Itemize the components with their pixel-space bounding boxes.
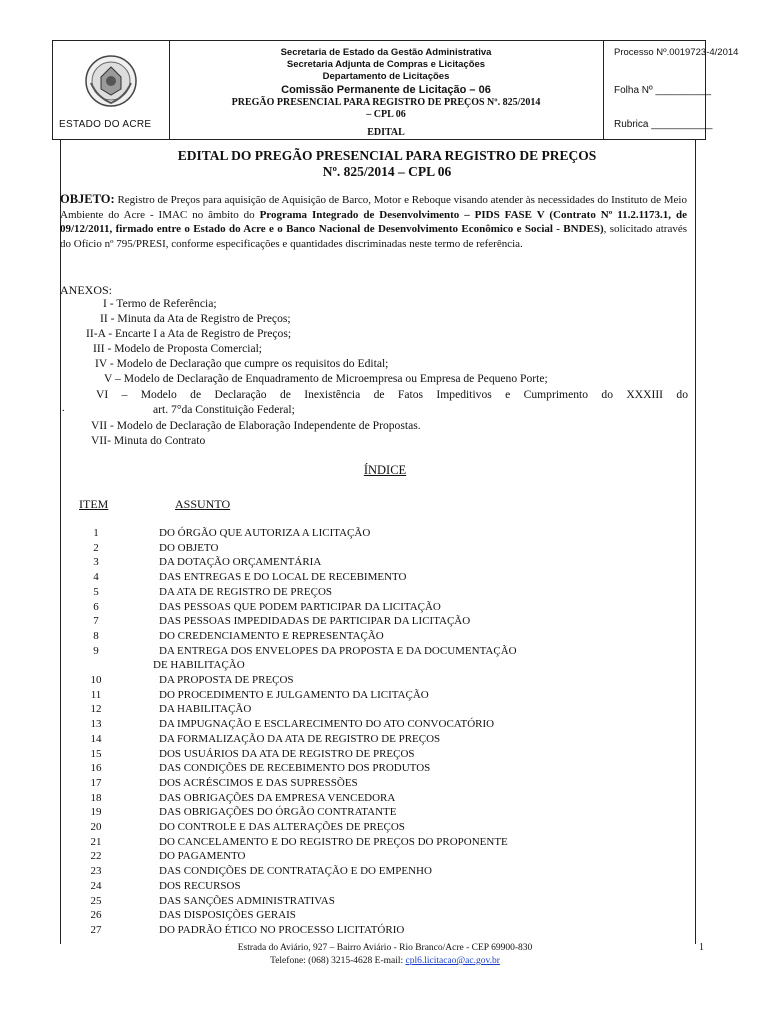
- indice-row-subject: DAS ENTREGAS E DO LOCAL DE RECEBIMENTO: [159, 571, 407, 584]
- indice-col-assunto: ASSUNTO: [175, 497, 231, 511]
- indice-row: [0, 880, 770, 894]
- indice-row-subject: DAS CONDIÇÕES DE RECEBIMENTO DOS PRODUTOS: [159, 762, 431, 775]
- indice-row-number: 22: [90, 850, 102, 863]
- indice-row: [0, 556, 770, 570]
- header-pregao-cont: – CPL 06: [366, 109, 406, 120]
- indice-row: [0, 821, 770, 835]
- indice-row-subject: DO OBJETO: [159, 541, 219, 554]
- objeto-text-1: Registro de Preços para aquisição de Aquisição de Barco, Motor e Reboque visando atender às necessidades do Instituto de Meio Ambiente do Acre - IMAC no âmbito do: [60, 194, 687, 221]
- indice-row: [0, 748, 770, 762]
- header-departamento: Departamento de Licitações: [322, 71, 450, 82]
- indice-row: [0, 601, 770, 615]
- indice-row-number: 27: [90, 923, 102, 936]
- indice-row-subject: DO PROCEDIMENTO E JULGAMENTO DA LICITAÇÃO: [159, 688, 429, 701]
- indice-row: [0, 924, 770, 938]
- page-number: 1: [699, 942, 704, 953]
- estado-label: ESTADO DO ACRE: [59, 119, 152, 130]
- indice-row-number: 14: [90, 732, 102, 745]
- indice-row: [0, 836, 770, 850]
- anexo-item: VI – Modelo de Declaração de Inexistência de Fatos Impeditivos e Cumprimento do XXXIII do: [96, 388, 688, 401]
- indice-row-subject: DO PAGAMENTO: [159, 850, 246, 863]
- indice-row: [0, 762, 770, 776]
- header-table: [52, 40, 739, 140]
- indice-row: [0, 674, 770, 688]
- footer-contact: [0, 955, 770, 968]
- indice-row-number: 4: [93, 571, 99, 584]
- indice-row: [0, 718, 770, 732]
- indice-row-subject: DAS SANÇÕES ADMINISTRATIVAS: [159, 894, 335, 907]
- indice-row-number: 5: [93, 585, 99, 598]
- anexo-item: VII - Modelo de Declaração de Elaboração Independente de Propostas.: [91, 419, 421, 432]
- indice-row-subject: DO CONTROLE E DAS ALTERAÇÕES DE PREÇOS: [159, 821, 405, 833]
- header-secretaria: Secretaria de Estado da Gestão Administrativa: [280, 47, 492, 58]
- indice-row: [0, 542, 770, 556]
- footer-email-link[interactable]: cpl6.licitacao@ac.gov.br: [405, 956, 500, 966]
- indice-row: [0, 850, 770, 864]
- rubrica-field: Rubrica ___________: [614, 119, 713, 130]
- folha-field: Folha Nº __________: [614, 85, 712, 96]
- indice-row-number: 26: [90, 909, 102, 922]
- indice-row: [0, 571, 770, 585]
- indice-row-number: 15: [90, 747, 102, 760]
- page-footer: [0, 942, 770, 968]
- indice-row-subject: DAS CONDIÇÕES DE CONTRATAÇÃO E DO EMPENHO: [159, 865, 432, 878]
- indice-row-number: 2: [93, 541, 99, 554]
- indice-row-number: 21: [90, 835, 102, 848]
- indice-row-number: 7: [93, 615, 99, 628]
- objeto-paragraph: [60, 192, 687, 251]
- objeto-bold: Programa Integrado de Desenvolvimento – PIDS FASE V (Contrato Nº 11.2.1173.1, de 09/12/2011, firmado entre o Estado do Acre e o Banco Nacional de Desenvolvimento Econômico e Social - BNDES): [60, 208, 687, 235]
- indice-row-subject: DAS OBRIGAÇÕES DO ÓRGÃO CONTRATANTE: [159, 806, 397, 819]
- anexo-item: VII- Minuta do Contrato: [91, 434, 206, 447]
- indice-row: [0, 733, 770, 747]
- title-line-2: Nº. 825/2014 – CPL 06: [322, 164, 452, 179]
- indice-row-number: 17: [90, 776, 102, 789]
- indice-title: ÍNDICE: [363, 463, 407, 477]
- indice-row-subject: DAS OBRIGAÇÕES DA EMPRESA VENCEDORA: [159, 791, 396, 804]
- header-edital: EDITAL: [367, 127, 405, 138]
- indice-row-subject: DA HABILITAÇÃO: [159, 703, 252, 716]
- footer-phone: Telefone: (068) 3215-4628 E-mail:: [270, 956, 406, 966]
- indice-row-subject: DA FORMALIZAÇÃO DA ATA DE REGISTRO DE PREÇOS: [159, 732, 441, 745]
- anexo-item: V – Modelo de Declaração de Enquadramento de Microempresa ou Empresa de Pequeno Porte;: [104, 372, 548, 385]
- indice-row-subject: DAS PESSOAS QUE PODEM PARTICIPAR DA LICITAÇÃO: [159, 600, 441, 613]
- indice-row: [0, 630, 770, 644]
- title-line-1: EDITAL DO PREGÃO PRESENCIAL PARA REGISTRO DE PREÇOS: [177, 148, 597, 163]
- indice-row-subject: DOS RECURSOS: [159, 879, 241, 892]
- indice-row-number: 16: [90, 762, 102, 775]
- anexo-item: II-A - Encarte I a Ata de Registro de Preços;: [86, 327, 292, 340]
- indice-row: [0, 615, 770, 629]
- processo-number: Processo Nº.0019723-4/2014: [614, 47, 739, 58]
- stray-dot: .: [62, 402, 65, 414]
- indice-row-number: 8: [93, 629, 99, 642]
- indice-row-subject: DA IMPUGNAÇÃO E ESCLARECIMENTO DO ATO CONVOCATÓRIO: [159, 718, 495, 731]
- anexo-item: III - Modelo de Proposta Comercial;: [93, 342, 263, 355]
- indice-row: [0, 865, 770, 879]
- indice-row-subject: DA ENTREGA DOS ENVELOPES DA PROPOSTA E DA DOCUMENTAÇÃO: [159, 644, 517, 657]
- indice-row-number: 19: [90, 806, 102, 819]
- indice-row-number: 18: [90, 791, 102, 804]
- header-pregao: PREGÃO PRESENCIAL PARA REGISTRO DE PREÇOS Nº. 825/2014: [231, 97, 541, 108]
- state-seal-icon: [83, 53, 139, 109]
- indice-row-number: 3: [93, 556, 99, 569]
- indice-row-subject: DO PADRÃO ÉTICO NO PROCESSO LICITATÓRIO: [159, 923, 405, 936]
- indice-row-number: 9: [93, 644, 99, 657]
- indice-row-subject: DAS PESSOAS IMPEDIDADAS DE PARTICIPAR DA LICITAÇÃO: [159, 615, 471, 628]
- indice-row-subject: DOS ACRÉSCIMOS E DAS SUPRESSÕES: [159, 776, 358, 789]
- indice-row-number: 24: [90, 879, 102, 892]
- indice-row-9-cont: DE HABILITAÇÃO: [153, 659, 245, 672]
- indice-row-subject: DO ÓRGÃO QUE AUTORIZA A LICITAÇÃO: [159, 527, 371, 539]
- header-secretaria-adjunta: Secretaria Adjunta de Compras e Licitações: [286, 59, 486, 70]
- indice-row-number: 13: [90, 718, 102, 731]
- indice-col-item: ITEM: [79, 497, 109, 511]
- footer-address: Estrada do Aviário, 927 – Bairro Aviário - Rio Branco/Acre - CEP 69900-830: [237, 943, 533, 953]
- anexo-item-cont: art. 7°da Constituição Federal;: [153, 403, 295, 416]
- header-logo-cell: [53, 41, 170, 139]
- indice-row: [0, 586, 770, 600]
- anexo-item: IV - Modelo de Declaração que cumpre os requisitos do Edital;: [95, 357, 389, 370]
- indice-row: [0, 689, 770, 703]
- indice-row: [0, 527, 770, 541]
- indice-row-subject: DOS USUÁRIOS DA ATA DE REGISTRO DE PREÇOS: [159, 747, 415, 760]
- indice-row: [0, 792, 770, 806]
- indice-row-number: 25: [90, 894, 102, 907]
- indice-row-subject: DO CREDENCIAMENTO E REPRESENTAÇÃO: [159, 629, 384, 642]
- indice-row-subject: DAS DISPOSIÇÕES GERAIS: [159, 909, 296, 922]
- indice-row: [0, 777, 770, 791]
- indice-row: [0, 703, 770, 717]
- indice-row-number: 20: [90, 821, 102, 833]
- indice-row-number: 1: [93, 527, 99, 539]
- indice-row: [0, 909, 770, 923]
- header-comissao: Comissão Permanente de Licitação – 06: [281, 84, 491, 96]
- indice-row-subject: DO CANCELAMENTO E DO REGISTRO DE PREÇOS DO PROPONENTE: [159, 835, 508, 848]
- page-title: [60, 148, 714, 180]
- indice-row-subject: DA DOTAÇÃO ORÇAMENTÁRIA: [159, 556, 322, 569]
- indice-row-number: 11: [90, 688, 102, 701]
- anexos-heading: ANEXOS:: [60, 283, 113, 297]
- indice-row-number: 12: [90, 703, 102, 716]
- indice-row: [0, 645, 770, 659]
- header-title-cell: [169, 41, 604, 139]
- anexo-item: I - Termo de Referência;: [103, 297, 217, 310]
- indice-row-subject: DA ATA DE REGISTRO DE PREÇOS: [159, 585, 333, 598]
- indice-row-number: 10: [90, 674, 102, 686]
- header-process-cell: [604, 41, 739, 139]
- objeto-text-2: , solicitado através do Ofício nº 795/PRESI, conforme especificações e quantidades discriminadas neste termo de referência.: [60, 223, 687, 250]
- indice-row: [0, 806, 770, 820]
- indice-row-number: 23: [90, 865, 102, 878]
- anexo-item: II - Minuta da Ata de Registro de Preços;: [100, 312, 291, 325]
- indice-row: [0, 895, 770, 909]
- indice-row-subject: DA PROPOSTA DE PREÇOS: [159, 674, 294, 686]
- indice-row-number: 6: [93, 600, 99, 613]
- objeto-label: OBJETO:: [60, 192, 115, 206]
